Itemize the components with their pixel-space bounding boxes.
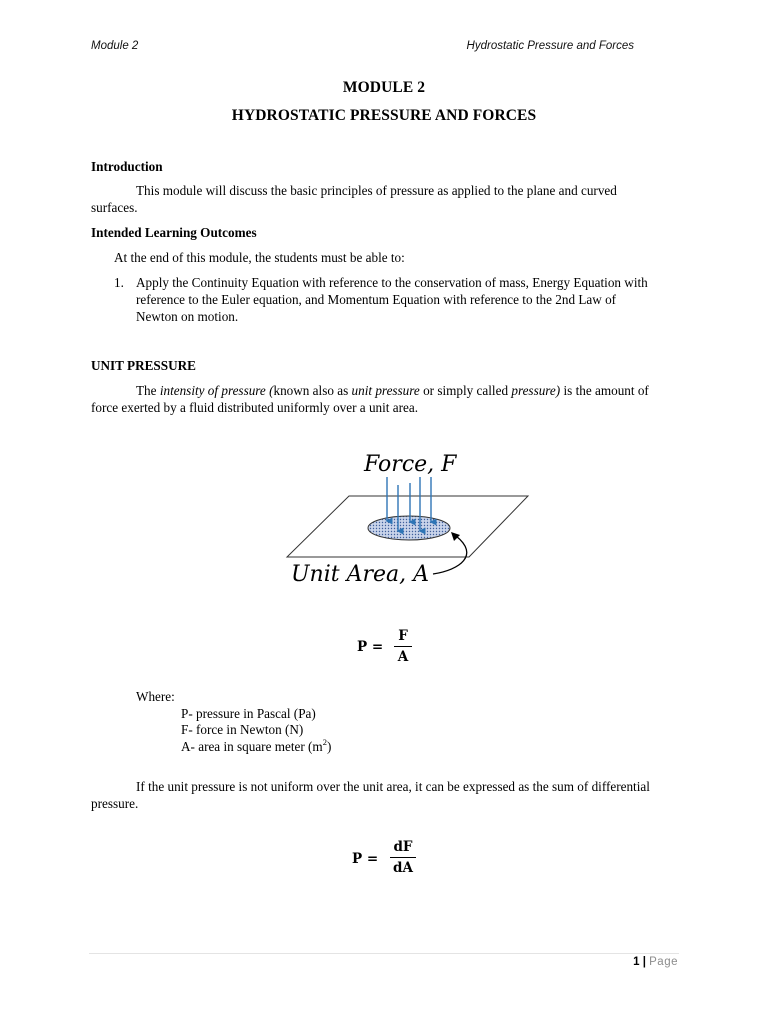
outcome-item-text: Apply the Continuity Equation with reference to the conservation of mass, Energy Equation with reference to the Euler equation, and Momentum Equation with reference to the 2nd Law of Newton on motion. (136, 275, 648, 324)
definition-pressure: P- pressure in Pascal (Pa) (181, 706, 316, 721)
formula-2-lhs: P = (352, 851, 379, 867)
unit-area-ellipse (368, 516, 450, 540)
header-topic: Hydrostatic Pressure and Forces (466, 40, 634, 52)
formula-1-fraction (394, 628, 412, 665)
unit-pressure-heading: UNIT PRESSURE (91, 358, 196, 373)
area-label: Unit Area, A (291, 562, 429, 587)
formula-1-denominator: A (397, 649, 409, 665)
page-footer (633, 956, 678, 968)
introduction-text: This module will discuss the basic principles of pressure as applied to the plane and curved surfaces. (91, 183, 617, 215)
module-title: MODULE 2 (342, 79, 426, 96)
footer-rule (89, 953, 679, 954)
introduction-heading: Introduction (91, 159, 163, 174)
formula-1-lhs: P = (357, 639, 384, 655)
formula-2-fraction (390, 839, 416, 876)
outcomes-heading: Intended Learning Outcomes (91, 225, 257, 240)
formula-2-numerator: dF (393, 839, 413, 855)
header-module: Module 2 (91, 40, 139, 52)
fraction-bar (394, 646, 412, 647)
formula-1-numerator: F (398, 628, 408, 644)
page-word: Page (649, 956, 678, 968)
force-label: Force, F (364, 452, 457, 477)
where-label: Where: (136, 689, 175, 704)
unit-area-force-diagram (270, 440, 550, 600)
outcomes-lead: At the end of this module, the students must be able to: (114, 250, 405, 265)
fraction-bar (390, 857, 416, 858)
definition-force: F- force in Newton (N) (181, 722, 304, 737)
nonuniform-pressure-paragraph: If the unit pressure is not uniform over the unit area, it can be expressed as the sum of differential pressure. (91, 779, 650, 811)
page-number: 1 (633, 956, 640, 968)
unit-pressure-paragraph: The intensity of pressure (known also as unit pressure or simply called pressure) is the amount of force exerted by a fluid distributed uniformly over a unit area. (91, 383, 649, 415)
footer-separator: | (642, 956, 646, 968)
module-subtitle: HYDROSTATIC PRESSURE AND FORCES (231, 107, 537, 124)
outcome-item-number: 1. (114, 275, 124, 290)
definition-area: A- area in square meter $(m^2)$ (181, 736, 332, 754)
formula-2-denominator: dA (393, 860, 413, 876)
